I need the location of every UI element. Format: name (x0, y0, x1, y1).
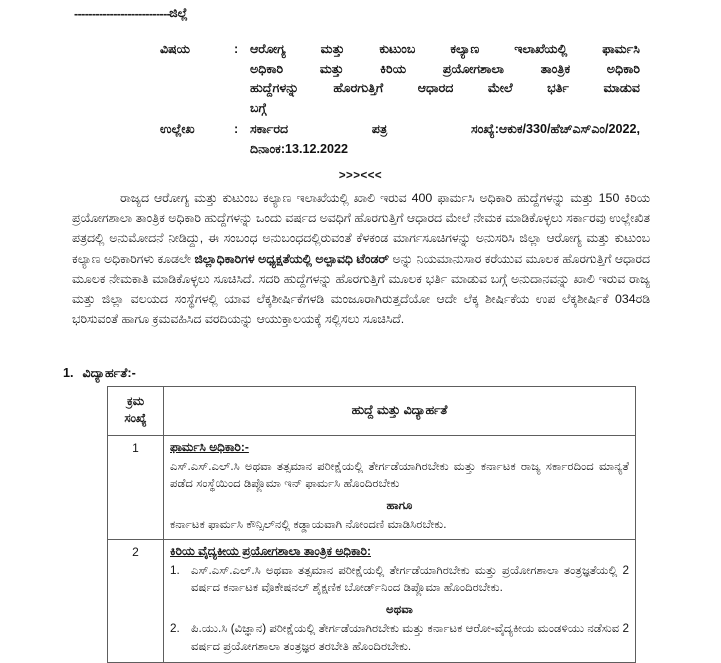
body-text-part2: ಅನ್ನು ನಿಯಮಾನುಸಾರ ಕರೆಯುವ ಮೂಲಕ ಹೊರಗುತ್ತಿಗೆ ಆಧಾರದ ಮೂಲಕ ನೇಮಕಾತಿ ಮಾಡಿಕೊಳ್ಳಲು ಸೂಚಿಸಿದೆ. ಸದರಿ ಹುದ್ದೆಗಳನ್ನು ಹೊರಗುತ್ತಿಗೆ ಮೂಲಕ ಭರ್ತಿ ಮಾಡುವ ಬಗ್ಗೆ ಅನುದಾನವನ್ನು ಖಾಲಿ ಇರುವ ರಾಜ್ಯ ಮತ್ತು ಜಿಲ್ಲಾ ವಲಯದ ಸಂಸ್ಥೆಗಳಲ್ಲಿ ಯಾವ ಲೆಕ್ಕಶೀರ್ಷಿಕೆಗಳಡಿ ಮಂಜೂರಾಗಿರುತ್ತದೆಯೋ ಆದೇ ಲೆಕ್ಕ ಶೀರ್ಷಿಕೆಯ ಉಪ ಲೆಕ್ಕಶೀರ್ಷಿಕೆ 034ರಡಿ ಭರಿಸುವಂತೆ ಹಾಗೂ ಕ್ರಮವಹಿಸಿದ ವರದಿಯನ್ನು ಆಯುಕ್ತಾಲಯಕ್ಕೆ ಸಲ್ಲಿಸಲು ಸೂಚಿಸಿದೆ. (72, 251, 650, 327)
row2-conjunction: ಅಥವಾ (386, 602, 413, 616)
subject-line-1: ಆರೋಗ್ಯ ಮತ್ತು ಕುಟುಂಬ ಕಲ್ಯಾಣ ಇಲಾಖೆಯಲ್ಲಿ ಫಾರ್ಮಸಿ (250, 42, 640, 56)
row2-detail (164, 539, 636, 662)
district-blank-line (74, 6, 404, 21)
subject-line-3: ಹುದ್ದೆಗಳನ್ನು ಹೊರಗುತ್ತಿಗೆ ಆಧಾರದ ಮೇಲೆ ಭರ್ತಿ ಮಾಡುವ (250, 81, 640, 95)
table-head (108, 387, 636, 436)
row2-item2-text: ಪಿ.ಯು.ಸಿ (ವಿಜ್ಞಾನ) ಪರೀಕ್ಷೆಯಲ್ಲಿ ತೇರ್ಗಡೆಯಾಗಿರಬೇಕು ಮತ್ತು ಕರ್ನಾಟಕ ಆರೋ-ವೈದ್ಯಕೀಯ ಮಂಡಳಿಯು ನಡೆಸುವ 2 ವರ್ಷದ ಪ್ರಯೋಗಶಾಲಾ ತಂತ್ರಜ್ಞರ ತರಬೇತಿ ಹೊಂದಿರಬೇಕು. (191, 622, 629, 653)
header-serial-number (108, 387, 164, 436)
row1-post-title: ಫಾರ್ಮಸಿ ಅಧಿಕಾರಿ:- (170, 440, 249, 454)
row2-qualification-list-2 (170, 620, 629, 655)
reference-colon: : (234, 122, 239, 136)
subject-line-4: ಬಗ್ಗೆ (250, 100, 267, 115)
row2-item1-number: 1. (170, 563, 180, 577)
list-item (170, 620, 629, 655)
subject-label: ವಿಷಯ (160, 42, 191, 56)
qualification-table (107, 386, 636, 663)
table-row (108, 436, 636, 540)
reference-line-1: ಸರ್ಕಾರದ ಪತ್ರ ಸಂಖ್ಯೆ:ಆಕುಕ/330/ಹೆಚ್‌ಎಸ್‌ಎಂ/2022, (250, 122, 640, 136)
section-heading-qualification (63, 366, 136, 381)
header-serial-line2: ಸಂಖ್ಯೆ (124, 411, 147, 425)
row1-detail (164, 436, 636, 540)
body-text-part1: ರಾಜ್ಯದ ಆರೋಗ್ಯ ಮತ್ತು ಕುಟುಂಬ ಕಲ್ಯಾಣ ಇಲಾಖೆಯಲ್ಲಿ ಖಾಲಿ ಇರುವ 400 ಫಾರ್ಮಸಿ ಅಧಿಕಾರಿ ಹುದ್ದೆಗಳನ್ನು ಮತ್ತು 150 ಕಿರಿಯ ಪ್ರಯೋಗಶಾಲಾ ತಾಂತ್ರಿಕ ಅಧಿಕಾರಿ ಹುದ್ದೆಗಳನ್ನು ಒಂದು ವರ್ಷದ ಅವಧಿಗೆ ಹೊರಗುತ್ತಿಗೆ ಆಧಾರದ ಮೇಲೆ ನೇಮಕ ಮಾಡಿಕೊಳ್ಳಲು ಸರ್ಕಾರವು ಉಲ್ಲೇಖಿತ ಪತ್ರದಲ್ಲಿ ಅನುಮೋದನೆ ನೀಡಿದ್ದು, ಈ ಸಂಬಂಧ ಅನುಬಂಧದಲ್ಲಿರುವಂತೆ ಕೆಳಕಂಡ ಮಾರ್ಗಸೂಚಿಗಳನ್ನು ಅನುಸರಿಸಿ ಜಿಲ್ಲಾ ಆರೋಗ್ಯ ಮತ್ತು ಕುಟುಂಬ ಕಲ್ಯಾಣ ಅಧಿಕಾರಿಗಳು ಕೂಡಲೇ (72, 191, 650, 266)
section-title: ವಿದ್ಯಾರ್ಹತೆ:- (82, 366, 136, 380)
subject-colon: : (234, 42, 239, 56)
list-item (170, 562, 629, 597)
subject-row (160, 40, 640, 118)
section-number: 1. (63, 366, 74, 380)
row1-qualification-text2: ಕರ್ನಾಟಕ ಫಾರ್ಮಸಿ ಕೌನ್ಸಿಲ್‌ನಲ್ಲಿ ಕಡ್ಡಾಯವಾಗಿ ನೋಂದಣಿ ಮಾಡಿಸಿರಬೇಕು. (170, 518, 447, 532)
row2-qualification-list (170, 562, 629, 597)
row2-item1-text: ಎಸ್.ಎಸ್.ಎಲ್.ಸಿ ಅಥವಾ ತತ್ಸಮಾನ ಪರೀಕ್ಷೆಯಲ್ಲಿ ತೇರ್ಗಡೆಯಾಗಿರಬೇಕು ಮತ್ತು ಪ್ರಯೋಗಶಾಲಾ ತಂತ್ರಜ್ಞತೆಯಲ್ಲಿ 2 ವರ್ಷದ ಕರ್ನಾಟಕ ವೊಕೇಷನಲ್ ಶೈಕ್ಷಣಿಕ ಬೋರ್ಡ್‌ನಿಂದ ಡಿಪ್ಲೊಮಾ ಹೊಂದಿರಬೇಕು. (191, 563, 629, 595)
reference-line-2: ದಿನಾಂಕ:13.12.2022 (250, 141, 349, 156)
subject-line-2: ಅಧಿಕಾರಿ ಮತ್ತು ಕಿರಿಯ ಪ್ರಯೋಗಶಾಲಾ ತಾಂತ್ರಿಕ ಅಧಿಕಾರಿ (250, 61, 640, 76)
row1-serial: 1 (108, 436, 164, 540)
row2-post-title: ಕಿರಿಯ ವೈದ್ಯಕೀಯ ಪ್ರಯೋಗಶಾಲಾ ತಾಂತ್ರಿಕ ಅಧಿಕಾರಿ: (170, 543, 371, 558)
section-separator: >>><<< (338, 170, 383, 182)
table-row (108, 539, 636, 662)
reference-row (160, 120, 640, 159)
row1-qualification-text: ಎಸ್.ಎಸ್.ಎಲ್.ಸಿ ಅಥವಾ ತತ್ಸಮಾನ ಪರೀಕ್ಷೆಯಲ್ಲಿ ತೇರ್ಗಡೆಯಾಗಿರಬೇಕು ಮತ್ತು ಕರ್ನಾಟಕ ರಾಜ್ಯ ಸರ್ಕಾರದಿಂದ ಮಾನ್ಯತೆ ಪಡೆದ ಸಂಸ್ಥೆಯಿಂದ ಡಿಪ್ಲೊಮಾ ಇನ್ ಫಾರ್ಮಸಿ ಹೊಂದಿರಬೇಕು (170, 459, 629, 491)
dashed-blank: --------------------------- (74, 7, 171, 21)
row2-item2-number: 2. (170, 622, 180, 636)
table-body (108, 436, 636, 663)
header-serial-line1: ಕ್ರಮ (126, 394, 145, 408)
district-label: ಜಿಲ್ಲೆ (169, 6, 188, 20)
body-text-bold: ಜಿಲ್ಲಾಧಿಕಾರಿಗಳ ಅಧ್ಯಕ್ಷತೆಯಲ್ಲಿ ಅಲ್ಪಾವಧಿ ಟೆಂಡರ್ (194, 251, 389, 266)
reference-label: ಉಲ್ಲೇಖ (160, 122, 195, 136)
table-header-row (108, 387, 636, 436)
row2-serial: 2 (108, 539, 164, 662)
row1-conjunction: ಹಾಗೂ (386, 498, 413, 512)
header-post-and-qualification: ಹುದ್ದೆ ಮತ್ತು ವಿದ್ಯಾರ್ಹತೆ (164, 387, 636, 436)
subject-reference-block (160, 40, 640, 161)
body-paragraph (72, 188, 650, 329)
subject-value (250, 40, 640, 118)
reference-value (250, 120, 640, 159)
